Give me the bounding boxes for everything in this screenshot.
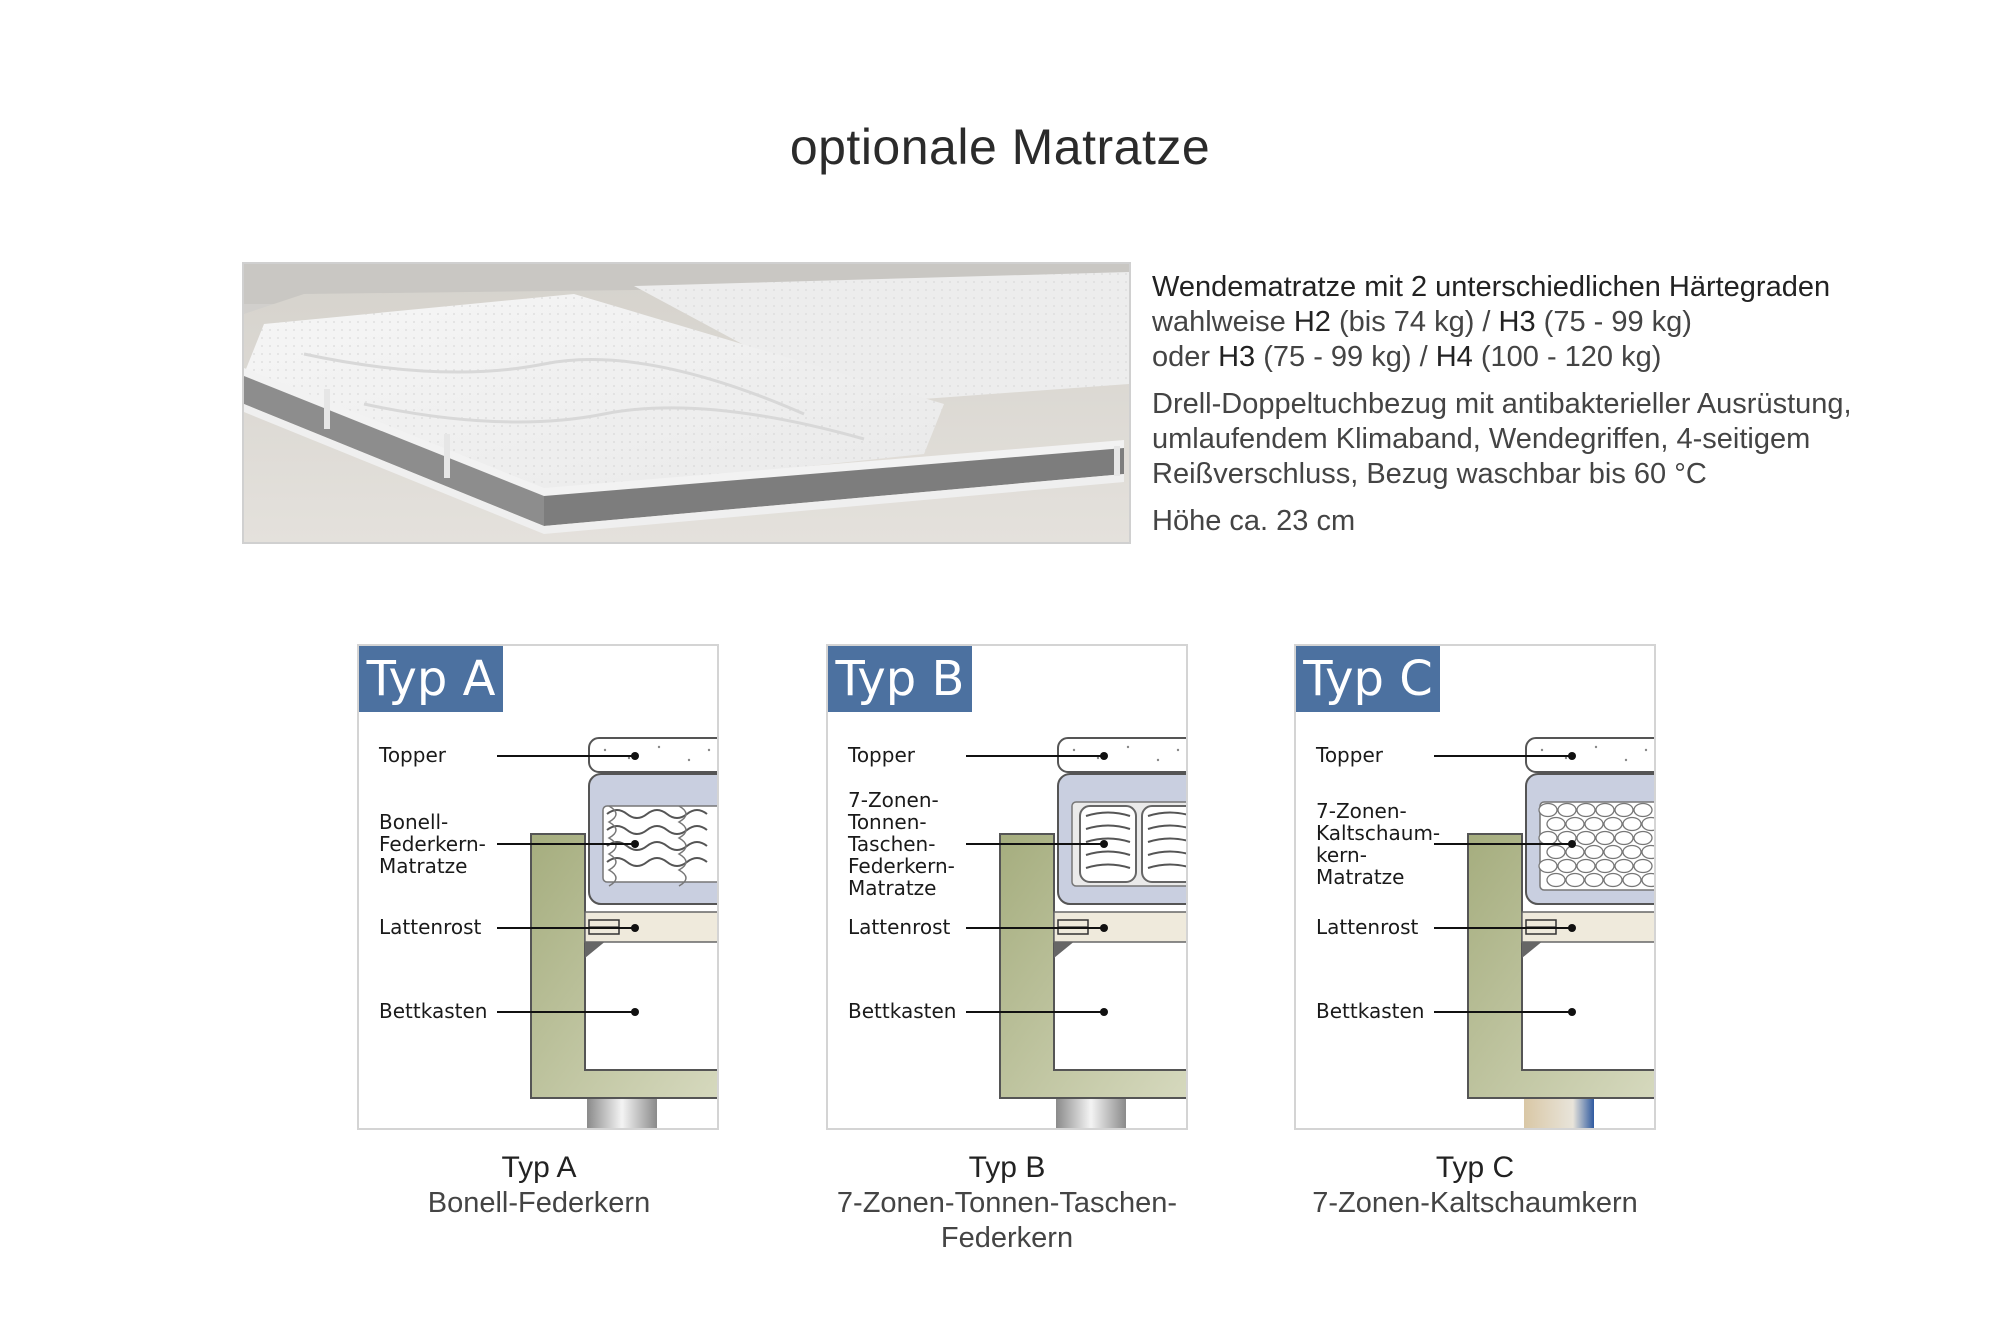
label-topper: Topper: [1316, 743, 1383, 767]
cover-description: Drell-Doppeltuchbezug mit antibakterieller Ausrüstung, umlaufendem Klimaband, Wendegriffen, 4-seitigem Reißverschluss, Bezug waschbar bis 60 °C: [1152, 388, 1852, 490]
type-badge: Typ A: [359, 646, 503, 712]
label-core: kern-: [1316, 843, 1367, 867]
hardness-label: H2: [1293, 306, 1331, 338]
caption-subtitle: 7-Zonen-Kaltschaumkern: [1312, 1187, 1638, 1219]
text: (100 - 120 kg): [1472, 341, 1662, 373]
description-headline: Wendematratze mit 2 unterschiedlichen Härtegraden: [1152, 271, 1831, 303]
type-caption: [797, 1150, 1217, 1256]
page-title: optionale Matratze: [789, 119, 1211, 175]
label-core: Federkern-: [848, 854, 955, 878]
hardness-option-2: [1152, 340, 1972, 375]
text: (75 - 99 kg): [1535, 306, 1692, 338]
label-core: Taschen-: [848, 832, 936, 856]
label-core: Kaltschaum-: [1316, 821, 1441, 845]
type-badge: Typ C: [1296, 646, 1440, 712]
hardness-label: H3: [1218, 341, 1256, 373]
caption-subtitle: 7-Zonen-Tonnen-Taschen-: [836, 1187, 1178, 1219]
caption-subtitle: Federkern: [940, 1222, 1074, 1254]
hardness-label: H3: [1498, 306, 1536, 338]
text: (bis 74 kg) /: [1330, 306, 1499, 338]
label-bed-box: Bettkasten: [379, 999, 488, 1023]
text: oder: [1152, 341, 1219, 373]
label-core: Federkern-: [379, 832, 486, 856]
label-core: Matratze: [1316, 865, 1405, 889]
type-badge: Typ B: [828, 646, 972, 712]
label-slats: Lattenrost: [379, 915, 482, 939]
caption-subtitle: Bonell-Federkern: [427, 1187, 651, 1219]
caption-title: Typ B: [968, 1151, 1046, 1184]
text: wahlweise: [1152, 306, 1294, 338]
type-card-c: [1294, 644, 1656, 1130]
bed-cross-section-diagram: [359, 646, 717, 1128]
label-core: Matratze: [848, 876, 937, 900]
label-core: 7-Zonen-: [1316, 799, 1407, 823]
text: (75 - 99 kg) /: [1255, 341, 1436, 373]
label-bed-box: Bettkasten: [1316, 999, 1425, 1023]
type-card-b: [826, 644, 1188, 1130]
label-topper: Topper: [379, 743, 446, 767]
type-caption: [1265, 1150, 1685, 1221]
label-bed-box: Bettkasten: [848, 999, 957, 1023]
mattress-photo: [242, 262, 1131, 544]
mattress-description: [1152, 270, 1972, 539]
caption-title: Typ A: [501, 1151, 577, 1184]
hardness-option-1: [1152, 305, 1972, 340]
label-core: Matratze: [379, 854, 468, 878]
caption-title: Typ C: [1435, 1151, 1515, 1184]
label-core: 7-Zonen-: [848, 788, 939, 812]
label-core: Bonell-: [379, 810, 449, 834]
type-card-a: [357, 644, 719, 1130]
label-topper: Topper: [848, 743, 915, 767]
label-slats: Lattenrost: [1316, 915, 1419, 939]
height-info: Höhe ca. 23 cm: [1152, 505, 1356, 537]
label-core: Tonnen-: [848, 810, 927, 834]
label-slats: Lattenrost: [848, 915, 951, 939]
type-caption: [329, 1150, 749, 1221]
hardness-label: H4: [1435, 341, 1473, 373]
